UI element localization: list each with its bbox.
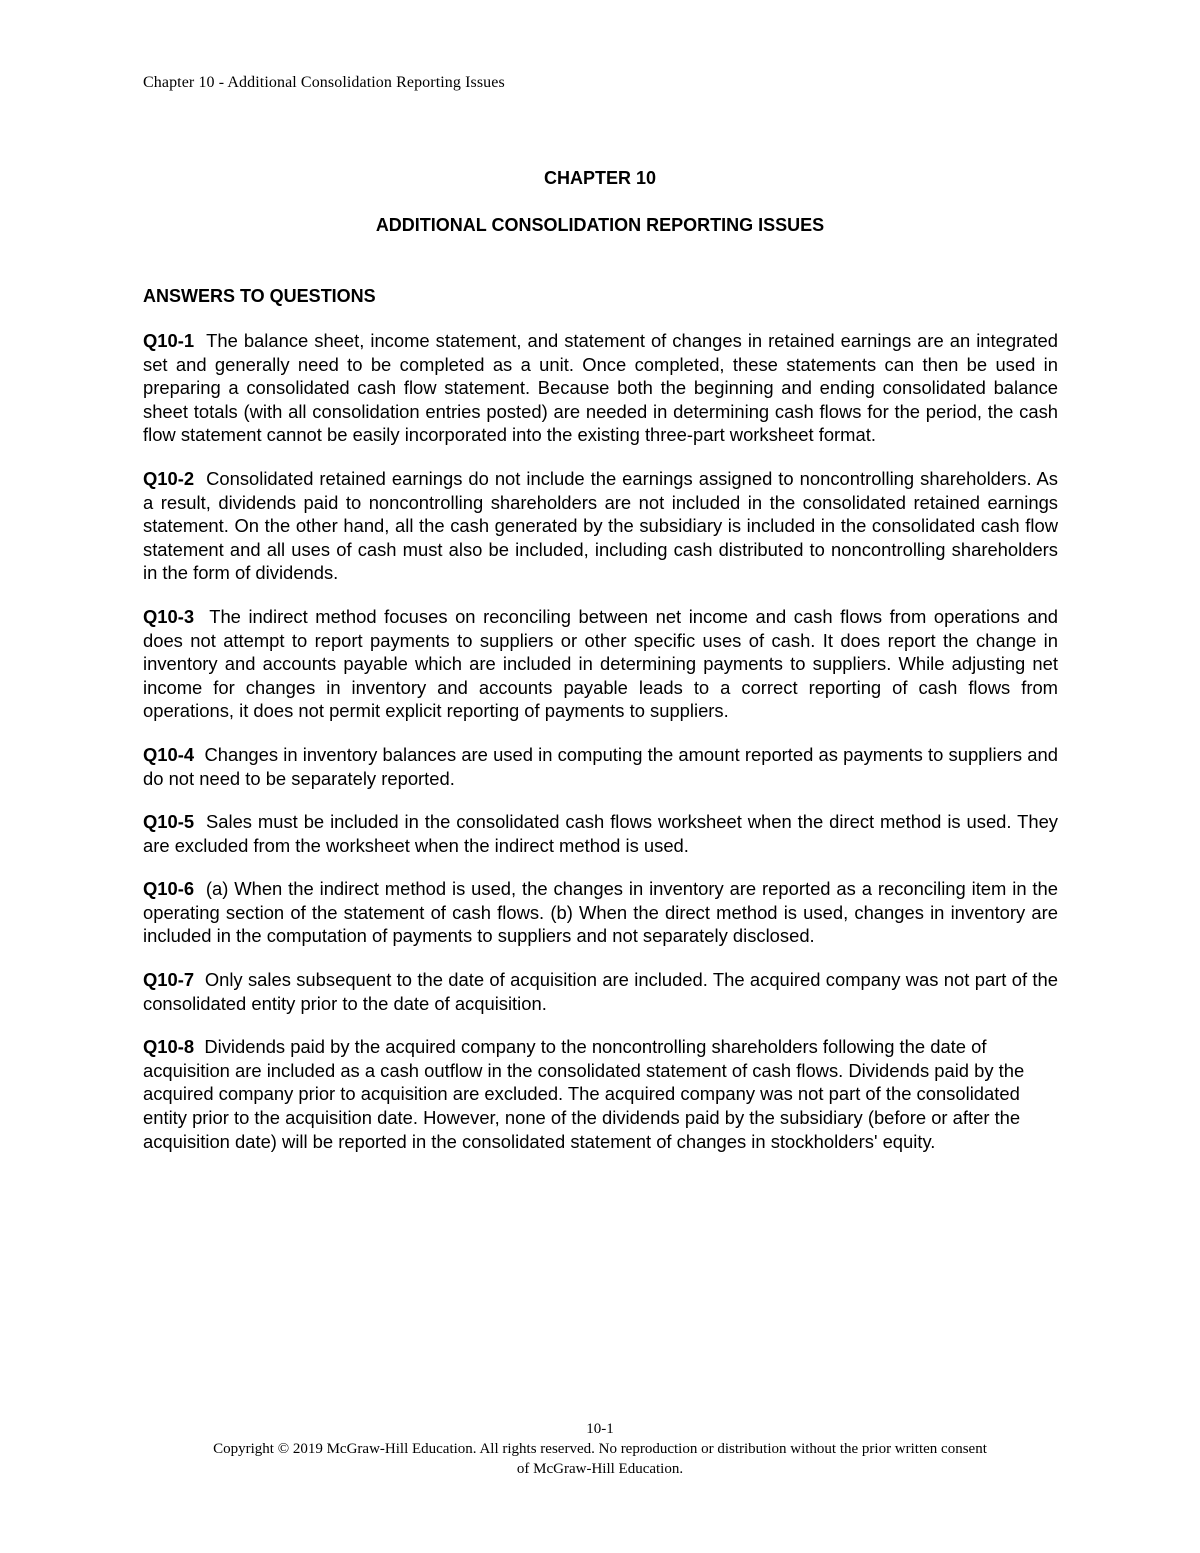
chapter-title: ADDITIONAL CONSOLIDATION REPORTING ISSUES (375, 215, 825, 235)
answers-list (143, 329, 1058, 1173)
answer-q10-1 (143, 329, 1058, 447)
answer-q10-5 (143, 810, 1058, 857)
answer-text: Only sales subsequent to the date of acquisition are included. The acquired company was not part of the consolidated entity prior to the date of acquisition. (143, 969, 1058, 1014)
answer-text: Changes in inventory balances are used in computing the amount reported as payments to suppliers and do not need to be separately reported. (143, 743, 1058, 789)
copyright-notice: Copyright © 2019 McGraw-Hill Education. All rights reserved. No reproduction or distribution without the prior written consent (213, 1441, 987, 1457)
question-number: Q10-5 (143, 811, 195, 833)
answer-text: (a) When the indirect method is used, the changes in inventory are reported as a reconciling item in the operating section of the statement of cash flows. (b) When the direct method is used, changes in inventory are included in the computation of payments to suppliers and not separately disclosed. (143, 878, 1058, 947)
answer-q10-8 (143, 1035, 1058, 1153)
answer-text: The indirect method focuses on reconciling between net income and cash flows from operations and does not attempt to report payments to suppliers or other specific uses of cash. It does report the change in inventory and accounts payable which are included in determining payments to suppliers. While adjusting net income for changes in inventory and accounts payable leads to a correct reporting of cash flows from operations, it does not permit explicit reporting of payments to suppliers. (143, 605, 1058, 722)
question-number: Q10-7 (143, 969, 195, 991)
page-number: 10-1 (586, 1421, 614, 1437)
answer-text: Dividends paid by the acquired company to the noncontrolling shareholders following the date of acquisition are included as a cash outflow in the consolidated statement of cash flows. Dividends paid by the acquired company prior to acquisition are excluded. The acquired company was not part of the consolidated entity prior to the acquisition date. However, none of the dividends paid by the subsidiary (before or after the acquisition date) will be reported in the consolidated statement of changes in stockholders' equity. (143, 1036, 1025, 1152)
answer-q10-7 (143, 968, 1058, 1015)
answer-text: Sales must be included in the consolidated cash flows worksheet when the direct method is used. They are excluded from the worksheet when the indirect method is used. (143, 811, 1058, 856)
answer-text: Consolidated retained earnings do not include the earnings assigned to noncontrolling shareholders. As a result, dividends paid to noncontrolling shareholders are not included in the consolidated retained earnings statement. On the other hand, all the cash generated by the subsidiary is included in the consolidated cash flow statement and all uses of cash must also be included, including cash distributed to noncontrolling shareholders in the form of dividends. (143, 467, 1058, 584)
answer-text: The balance sheet, income statement, and statement of changes in retained earnings are an integrated set and generally need to be completed as a unit. Once completed, these statements can then be used in preparing a consolidated cash flow statement. Because both the beginning and ending consolidated balance sheet totals (with all consolidation entries posted) are needed in determining cash flows for the period, the cash flow statement cannot be easily incorporated into the existing three-part worksheet format. (143, 330, 1058, 446)
question-number: Q10-2 (143, 467, 195, 489)
answer-q10-3 (143, 605, 1058, 723)
question-number: Q10-4 (143, 743, 195, 765)
section-heading: ANSWERS TO QUESTIONS (143, 286, 376, 306)
answer-q10-4 (143, 743, 1058, 790)
question-number: Q10-6 (143, 878, 195, 900)
answer-q10-2 (143, 467, 1058, 585)
page-footer (0, 1419, 1200, 1479)
question-number: Q10-1 (143, 330, 195, 351)
chapter-number: CHAPTER 10 (543, 168, 657, 188)
running-header: Chapter 10 - Additional Consolidation Reporting Issues (143, 74, 505, 91)
question-number: Q10-8 (143, 1036, 195, 1058)
copyright-notice-continued: of McGraw-Hill Education. (516, 1461, 684, 1477)
answer-q10-6 (143, 877, 1058, 948)
question-number: Q10-3 (143, 605, 195, 627)
